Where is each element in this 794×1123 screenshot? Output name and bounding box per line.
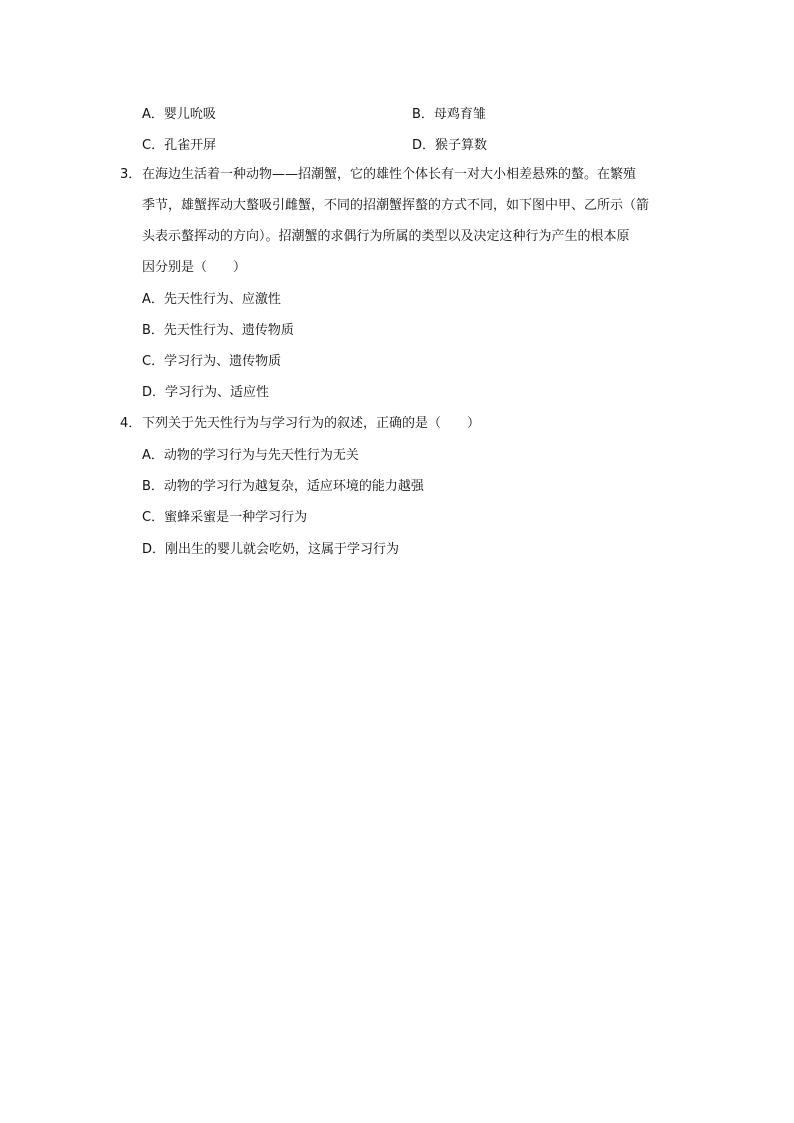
q2-option-b: B．母鸡育雏 <box>412 107 486 122</box>
q4-stem-text: 下列关于先天性行为与学习行为的叙述，正确的是（ ） <box>142 416 481 431</box>
q4-option-c: C．蜜蜂采蜜是一种学习行为 <box>142 510 308 525</box>
q3-line-1 <box>120 159 680 190</box>
q2-options-row-2 <box>142 134 682 154</box>
q4-stem <box>120 408 680 439</box>
q4-option-d: D．刚出生的婴儿就会吃奶，这属于学习行为 <box>142 542 400 557</box>
q3-line-1-text: 在海边生活着一种动物——招潮蟹，它的雄性个体长有一对大小相差悬殊的螯。在繁殖 <box>142 167 637 182</box>
q3-stem <box>120 159 680 283</box>
q3-number: 3． <box>120 167 142 182</box>
q3-line-4: 因分别是（ ） <box>142 260 247 275</box>
q3-line-2: 季节，雄蟹挥动大螯吸引雌蟹，不同的招潮蟹挥螯的方式不同，如下图中甲、乙所示（箭 <box>142 198 650 213</box>
q2-option-d: D．猴子算数 <box>412 138 488 153</box>
q3-option-b: B．先天性行为、遗传物质 <box>142 323 294 338</box>
q3-option-d: D．学习行为、适应性 <box>142 385 270 400</box>
q4-line-1 <box>120 408 680 439</box>
q3-line-3: 头表示螯挥动的方向）。招潮蟹的求偶行为所属的类型以及决定这种行为产生的根本原 <box>142 229 630 244</box>
q2-options-row-1 <box>142 103 682 123</box>
q4-option-a: A．动物的学习行为与先天性行为无关 <box>142 448 359 463</box>
q2-option-a: A．婴儿吮吸 <box>142 107 216 122</box>
q3-option-c: C．学习行为、遗传物质 <box>142 354 282 369</box>
q2-option-c: C．孔雀开屏 <box>142 138 217 153</box>
q4-number: 4． <box>120 416 142 431</box>
q3-option-a: A．先天性行为、应激性 <box>142 292 281 307</box>
q4-option-b: B．动物的学习行为越复杂，适应环境的能力越强 <box>142 479 424 494</box>
